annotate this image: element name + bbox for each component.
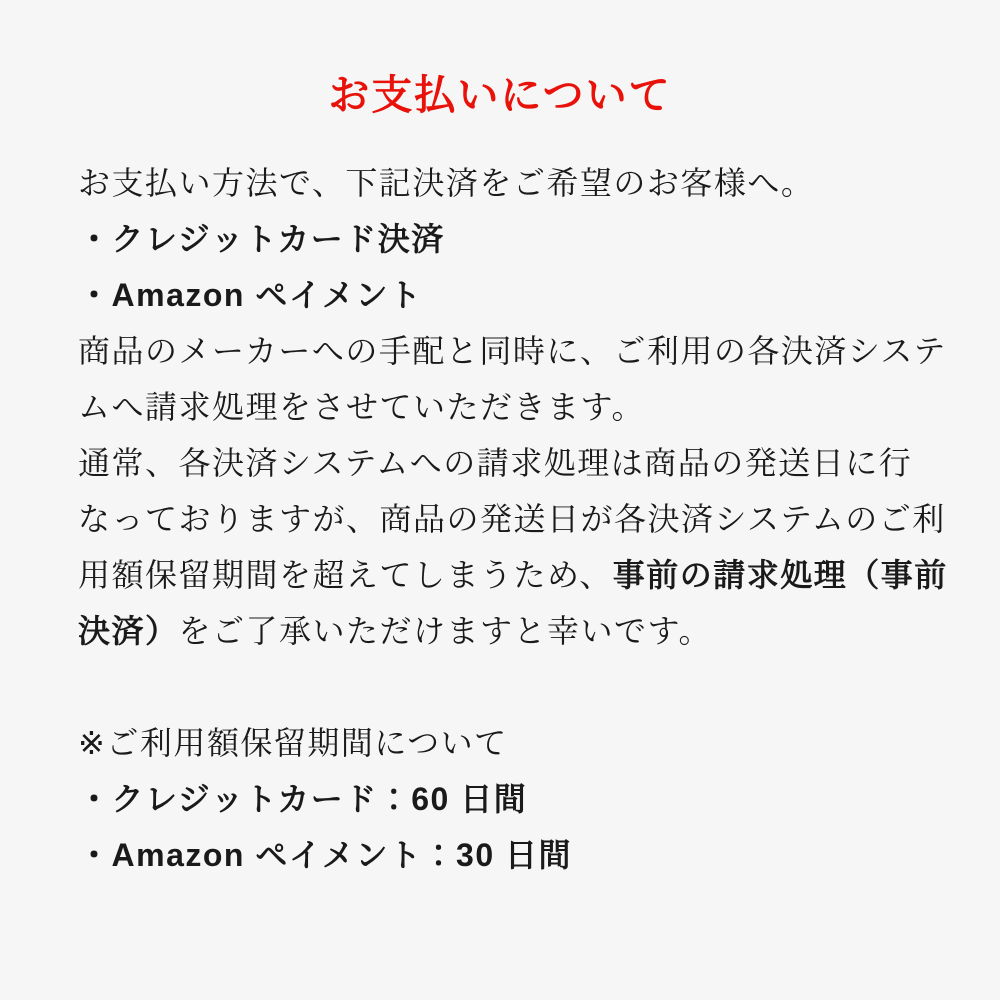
- paragraph2-line2: なっておりますが、商品の発送日が各決済システムのご利: [78, 501, 946, 537]
- bullet-credit-card-hold-period: ・クレジットカード：60 日間: [78, 781, 528, 817]
- paragraph2-line1: 通常、各決済システムへの請求処理は商品の発送日に行: [78, 445, 913, 481]
- bullet-credit-card-payment: ・クレジットカード決済: [78, 221, 445, 257]
- text-segment-regular: をご了承いただけますと幸いです。: [178, 613, 712, 649]
- bullet-amazon-payment: ・Amazon ペイメント: [78, 277, 423, 313]
- intro-line: お支払い方法で、下記決済をご希望のお客様へ。: [78, 165, 815, 201]
- paragraph2-line3: [78, 547, 948, 603]
- text-segment-bold-advance-settlement: 決済）: [78, 613, 179, 649]
- payment-info-body: [78, 155, 948, 883]
- paragraph-gap: [78, 659, 922, 715]
- text-segment-regular: 用額保留期間を超えてしまうため、: [78, 557, 613, 593]
- paragraph1-line1: 商品のメーカーへの手配と同時に、ご利用の各決済システ: [78, 333, 947, 369]
- hold-period-note-heading: ※ご利用額保留期間について: [78, 725, 508, 761]
- page-title: お支払いについて: [328, 72, 672, 118]
- paragraph1-line2: ムへ請求処理をさせていただきます。: [78, 389, 645, 425]
- bullet-amazon-payment-hold-period: ・Amazon ペイメント：30 日間: [78, 837, 573, 873]
- paragraph2-line4: [78, 603, 922, 659]
- text-segment-bold-advance-billing: 事前の請求処理（事前: [612, 557, 948, 593]
